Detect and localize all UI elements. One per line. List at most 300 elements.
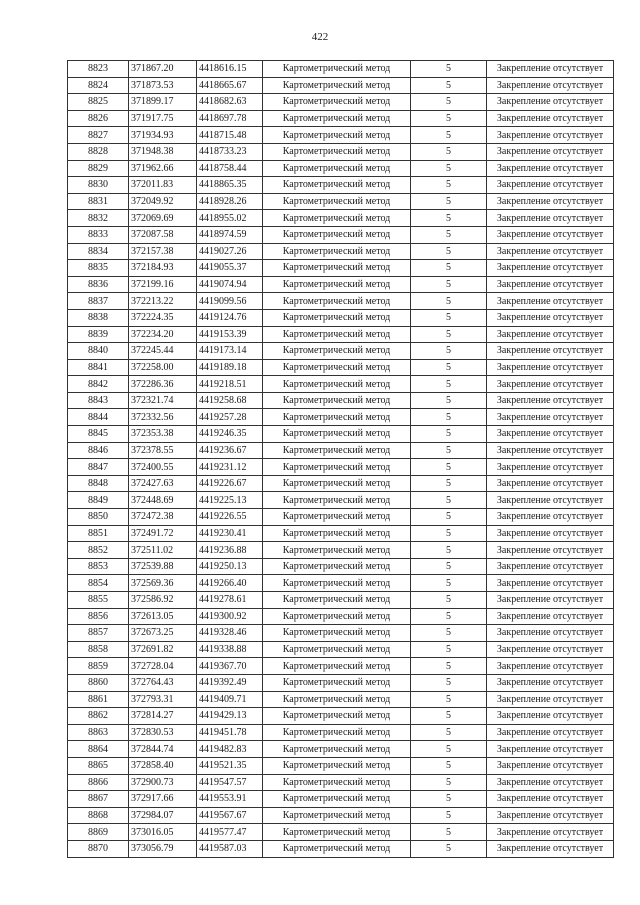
precision-cell: 5	[411, 608, 487, 625]
y-coordinate-cell: 4419173.14	[197, 343, 263, 360]
precision-cell: 5	[411, 426, 487, 443]
fixation-cell: Закрепление отсутствует	[487, 243, 614, 260]
y-coordinate-cell: 4419231.12	[197, 459, 263, 476]
y-coordinate-cell: 4418715.48	[197, 127, 263, 144]
fixation-cell: Закрепление отсутствует	[487, 77, 614, 94]
x-coordinate-cell: 372011.83	[129, 177, 197, 194]
method-cell: Картометрический метод	[263, 110, 411, 127]
x-coordinate-cell: 372673.25	[129, 625, 197, 642]
precision-cell: 5	[411, 94, 487, 111]
point-number-cell: 8866	[68, 774, 129, 791]
point-number-cell: 8847	[68, 459, 129, 476]
fixation-cell: Закрепление отсутствует	[487, 525, 614, 542]
y-coordinate-cell: 4419074.94	[197, 276, 263, 293]
y-coordinate-cell: 4419246.35	[197, 426, 263, 443]
precision-cell: 5	[411, 492, 487, 509]
table-row	[68, 824, 614, 841]
table-row	[68, 658, 614, 675]
table-row	[68, 110, 614, 127]
x-coordinate-cell: 372728.04	[129, 658, 197, 675]
y-coordinate-cell: 4419587.03	[197, 840, 263, 857]
method-cell: Картометрический метод	[263, 757, 411, 774]
x-coordinate-cell: 372793.31	[129, 691, 197, 708]
x-coordinate-cell: 372245.44	[129, 343, 197, 360]
method-cell: Картометрический метод	[263, 509, 411, 526]
precision-cell: 5	[411, 442, 487, 459]
method-cell: Картометрический метод	[263, 674, 411, 691]
point-number-cell: 8840	[68, 343, 129, 360]
y-coordinate-cell: 4419278.61	[197, 592, 263, 609]
y-coordinate-cell: 4418865.35	[197, 177, 263, 194]
method-cell: Картометрический метод	[263, 625, 411, 642]
method-cell: Картометрический метод	[263, 641, 411, 658]
method-cell: Картометрический метод	[263, 243, 411, 260]
point-number-cell: 8845	[68, 426, 129, 443]
fixation-cell: Закрепление отсутствует	[487, 343, 614, 360]
y-coordinate-cell: 4419153.39	[197, 326, 263, 343]
table-row	[68, 708, 614, 725]
table-row	[68, 525, 614, 542]
coordinates-table-body	[68, 61, 614, 858]
fixation-cell: Закрепление отсутствует	[487, 61, 614, 78]
x-coordinate-cell: 372764.43	[129, 674, 197, 691]
point-number-cell: 8846	[68, 442, 129, 459]
precision-cell: 5	[411, 226, 487, 243]
x-coordinate-cell: 372539.88	[129, 558, 197, 575]
y-coordinate-cell: 4419338.88	[197, 641, 263, 658]
point-number-cell: 8869	[68, 824, 129, 841]
table-row	[68, 807, 614, 824]
table-row	[68, 309, 614, 326]
table-row	[68, 575, 614, 592]
method-cell: Картометрический метод	[263, 691, 411, 708]
point-number-cell: 8858	[68, 641, 129, 658]
table-row	[68, 177, 614, 194]
method-cell: Картометрический метод	[263, 177, 411, 194]
x-coordinate-cell: 372400.55	[129, 459, 197, 476]
precision-cell: 5	[411, 210, 487, 227]
method-cell: Картометрический метод	[263, 326, 411, 343]
y-coordinate-cell: 4418758.44	[197, 160, 263, 177]
fixation-cell: Закрепление отсутствует	[487, 608, 614, 625]
x-coordinate-cell: 372332.56	[129, 409, 197, 426]
point-number-cell: 8838	[68, 309, 129, 326]
precision-cell: 5	[411, 674, 487, 691]
point-number-cell: 8829	[68, 160, 129, 177]
method-cell: Картометрический метод	[263, 359, 411, 376]
x-coordinate-cell: 372858.40	[129, 757, 197, 774]
table-row	[68, 160, 614, 177]
method-cell: Картометрический метод	[263, 309, 411, 326]
fixation-cell: Закрепление отсутствует	[487, 641, 614, 658]
precision-cell: 5	[411, 359, 487, 376]
method-cell: Картометрический метод	[263, 193, 411, 210]
fixation-cell: Закрепление отсутствует	[487, 110, 614, 127]
point-number-cell: 8823	[68, 61, 129, 78]
method-cell: Картометрический метод	[263, 61, 411, 78]
point-number-cell: 8864	[68, 741, 129, 758]
point-number-cell: 8832	[68, 210, 129, 227]
precision-cell: 5	[411, 840, 487, 857]
method-cell: Картометрический метод	[263, 459, 411, 476]
fixation-cell: Закрепление отсутствует	[487, 127, 614, 144]
method-cell: Картометрический метод	[263, 807, 411, 824]
x-coordinate-cell: 373056.79	[129, 840, 197, 857]
x-coordinate-cell: 372157.38	[129, 243, 197, 260]
point-number-cell: 8828	[68, 143, 129, 160]
precision-cell: 5	[411, 774, 487, 791]
precision-cell: 5	[411, 61, 487, 78]
y-coordinate-cell: 4419258.68	[197, 392, 263, 409]
x-coordinate-cell: 372844.74	[129, 741, 197, 758]
table-row	[68, 741, 614, 758]
table-row	[68, 724, 614, 741]
precision-cell: 5	[411, 509, 487, 526]
fixation-cell: Закрепление отсутствует	[487, 592, 614, 609]
point-number-cell: 8867	[68, 791, 129, 808]
x-coordinate-cell: 372087.58	[129, 226, 197, 243]
method-cell: Картометрический метод	[263, 492, 411, 509]
table-row	[68, 376, 614, 393]
x-coordinate-cell: 372321.74	[129, 392, 197, 409]
y-coordinate-cell: 4419328.46	[197, 625, 263, 642]
y-coordinate-cell: 4418928.26	[197, 193, 263, 210]
point-number-cell: 8851	[68, 525, 129, 542]
x-coordinate-cell: 372814.27	[129, 708, 197, 725]
y-coordinate-cell: 4419367.70	[197, 658, 263, 675]
table-row	[68, 409, 614, 426]
table-row	[68, 143, 614, 160]
precision-cell: 5	[411, 160, 487, 177]
table-row	[68, 61, 614, 78]
method-cell: Картометрический метод	[263, 608, 411, 625]
fixation-cell: Закрепление отсутствует	[487, 840, 614, 857]
fixation-cell: Закрепление отсутствует	[487, 724, 614, 741]
precision-cell: 5	[411, 392, 487, 409]
method-cell: Картометрический метод	[263, 426, 411, 443]
method-cell: Картометрический метод	[263, 293, 411, 310]
x-coordinate-cell: 371948.38	[129, 143, 197, 160]
method-cell: Картометрический метод	[263, 376, 411, 393]
y-coordinate-cell: 4419218.51	[197, 376, 263, 393]
table-row	[68, 77, 614, 94]
method-cell: Картометрический метод	[263, 127, 411, 144]
y-coordinate-cell: 4419553.91	[197, 791, 263, 808]
fixation-cell: Закрепление отсутствует	[487, 542, 614, 559]
x-coordinate-cell: 371867.20	[129, 61, 197, 78]
y-coordinate-cell: 4419521.35	[197, 757, 263, 774]
y-coordinate-cell: 4419236.88	[197, 542, 263, 559]
point-number-cell: 8850	[68, 509, 129, 526]
table-row	[68, 459, 614, 476]
y-coordinate-cell: 4418697.78	[197, 110, 263, 127]
fixation-cell: Закрепление отсутствует	[487, 376, 614, 393]
fixation-cell: Закрепление отсутствует	[487, 625, 614, 642]
table-row	[68, 791, 614, 808]
precision-cell: 5	[411, 143, 487, 160]
fixation-cell: Закрепление отсутствует	[487, 824, 614, 841]
point-number-cell: 8826	[68, 110, 129, 127]
precision-cell: 5	[411, 542, 487, 559]
precision-cell: 5	[411, 77, 487, 94]
y-coordinate-cell: 4419250.13	[197, 558, 263, 575]
x-coordinate-cell: 372184.93	[129, 260, 197, 277]
point-number-cell: 8824	[68, 77, 129, 94]
point-number-cell: 8831	[68, 193, 129, 210]
precision-cell: 5	[411, 459, 487, 476]
method-cell: Картометрический метод	[263, 575, 411, 592]
table-row	[68, 243, 614, 260]
point-number-cell: 8842	[68, 376, 129, 393]
fixation-cell: Закрепление отсутствует	[487, 226, 614, 243]
method-cell: Картометрический метод	[263, 525, 411, 542]
precision-cell: 5	[411, 807, 487, 824]
method-cell: Картометрический метод	[263, 442, 411, 459]
point-number-cell: 8841	[68, 359, 129, 376]
point-number-cell: 8830	[68, 177, 129, 194]
point-number-cell: 8870	[68, 840, 129, 857]
method-cell: Картометрический метод	[263, 542, 411, 559]
point-number-cell: 8853	[68, 558, 129, 575]
fixation-cell: Закрепление отсутствует	[487, 210, 614, 227]
table-row	[68, 558, 614, 575]
x-coordinate-cell: 372049.92	[129, 193, 197, 210]
point-number-cell: 8868	[68, 807, 129, 824]
table-row	[68, 359, 614, 376]
point-number-cell: 8856	[68, 608, 129, 625]
fixation-cell: Закрепление отсутствует	[487, 177, 614, 194]
y-coordinate-cell: 4419189.18	[197, 359, 263, 376]
y-coordinate-cell: 4418955.02	[197, 210, 263, 227]
method-cell: Картометрический метод	[263, 791, 411, 808]
precision-cell: 5	[411, 525, 487, 542]
y-coordinate-cell: 4419451.78	[197, 724, 263, 741]
method-cell: Картометрический метод	[263, 708, 411, 725]
point-number-cell: 8835	[68, 260, 129, 277]
precision-cell: 5	[411, 110, 487, 127]
fixation-cell: Закрепление отсутствует	[487, 160, 614, 177]
point-number-cell: 8852	[68, 542, 129, 559]
precision-cell: 5	[411, 592, 487, 609]
point-number-cell: 8839	[68, 326, 129, 343]
table-row	[68, 840, 614, 857]
fixation-cell: Закрепление отсутствует	[487, 708, 614, 725]
method-cell: Картометрический метод	[263, 226, 411, 243]
precision-cell: 5	[411, 127, 487, 144]
table-row	[68, 542, 614, 559]
y-coordinate-cell: 4418733.23	[197, 143, 263, 160]
y-coordinate-cell: 4419547.57	[197, 774, 263, 791]
x-coordinate-cell: 372427.63	[129, 475, 197, 492]
coordinates-table	[67, 60, 614, 858]
x-coordinate-cell: 372569.36	[129, 575, 197, 592]
table-row	[68, 509, 614, 526]
y-coordinate-cell: 4419266.40	[197, 575, 263, 592]
x-coordinate-cell: 371873.53	[129, 77, 197, 94]
x-coordinate-cell: 372224.35	[129, 309, 197, 326]
fixation-cell: Закрепление отсутствует	[487, 193, 614, 210]
y-coordinate-cell: 4419027.26	[197, 243, 263, 260]
point-number-cell: 8863	[68, 724, 129, 741]
x-coordinate-cell: 372234.20	[129, 326, 197, 343]
table-row	[68, 326, 614, 343]
point-number-cell: 8857	[68, 625, 129, 642]
fixation-cell: Закрепление отсутствует	[487, 807, 614, 824]
table-row	[68, 226, 614, 243]
x-coordinate-cell: 372491.72	[129, 525, 197, 542]
point-number-cell: 8865	[68, 757, 129, 774]
fixation-cell: Закрепление отсутствует	[487, 674, 614, 691]
precision-cell: 5	[411, 326, 487, 343]
fixation-cell: Закрепление отсутствует	[487, 359, 614, 376]
table-row	[68, 127, 614, 144]
precision-cell: 5	[411, 276, 487, 293]
fixation-cell: Закрепление отсутствует	[487, 309, 614, 326]
x-coordinate-cell: 372613.05	[129, 608, 197, 625]
y-coordinate-cell: 4418665.67	[197, 77, 263, 94]
y-coordinate-cell: 4419226.67	[197, 475, 263, 492]
x-coordinate-cell: 371962.66	[129, 160, 197, 177]
y-coordinate-cell: 4419257.28	[197, 409, 263, 426]
method-cell: Картометрический метод	[263, 475, 411, 492]
fixation-cell: Закрепление отсутствует	[487, 392, 614, 409]
precision-cell: 5	[411, 757, 487, 774]
fixation-cell: Закрепление отсутствует	[487, 658, 614, 675]
y-coordinate-cell: 4419225.13	[197, 492, 263, 509]
table-row	[68, 641, 614, 658]
precision-cell: 5	[411, 309, 487, 326]
fixation-cell: Закрепление отсутствует	[487, 741, 614, 758]
x-coordinate-cell: 372984.07	[129, 807, 197, 824]
y-coordinate-cell: 4419230.41	[197, 525, 263, 542]
x-coordinate-cell: 372511.02	[129, 542, 197, 559]
fixation-cell: Закрепление отсутствует	[487, 293, 614, 310]
x-coordinate-cell: 372448.69	[129, 492, 197, 509]
precision-cell: 5	[411, 260, 487, 277]
precision-cell: 5	[411, 575, 487, 592]
point-number-cell: 8834	[68, 243, 129, 260]
precision-cell: 5	[411, 243, 487, 260]
y-coordinate-cell: 4419577.47	[197, 824, 263, 841]
fixation-cell: Закрепление отсутствует	[487, 558, 614, 575]
fixation-cell: Закрепление отсутствует	[487, 442, 614, 459]
y-coordinate-cell: 4419099.56	[197, 293, 263, 310]
precision-cell: 5	[411, 724, 487, 741]
point-number-cell: 8837	[68, 293, 129, 310]
point-number-cell: 8862	[68, 708, 129, 725]
precision-cell: 5	[411, 741, 487, 758]
table-row	[68, 475, 614, 492]
table-row	[68, 608, 614, 625]
point-number-cell: 8849	[68, 492, 129, 509]
table-row	[68, 674, 614, 691]
point-number-cell: 8836	[68, 276, 129, 293]
fixation-cell: Закрепление отсутствует	[487, 575, 614, 592]
method-cell: Картометрический метод	[263, 774, 411, 791]
y-coordinate-cell: 4419226.55	[197, 509, 263, 526]
method-cell: Картометрический метод	[263, 77, 411, 94]
y-coordinate-cell: 4419300.92	[197, 608, 263, 625]
precision-cell: 5	[411, 658, 487, 675]
method-cell: Картометрический метод	[263, 94, 411, 111]
method-cell: Картометрический метод	[263, 260, 411, 277]
precision-cell: 5	[411, 641, 487, 658]
y-coordinate-cell: 4418974.59	[197, 226, 263, 243]
y-coordinate-cell: 4419567.67	[197, 807, 263, 824]
y-coordinate-cell: 4418616.15	[197, 61, 263, 78]
method-cell: Картометрический метод	[263, 592, 411, 609]
fixation-cell: Закрепление отсутствует	[487, 409, 614, 426]
point-number-cell: 8854	[68, 575, 129, 592]
y-coordinate-cell: 4419124.76	[197, 309, 263, 326]
x-coordinate-cell: 372213.22	[129, 293, 197, 310]
table-row	[68, 94, 614, 111]
fixation-cell: Закрепление отсутствует	[487, 94, 614, 111]
precision-cell: 5	[411, 293, 487, 310]
table-row	[68, 392, 614, 409]
fixation-cell: Закрепление отсутствует	[487, 143, 614, 160]
x-coordinate-cell: 372900.73	[129, 774, 197, 791]
table-row	[68, 691, 614, 708]
precision-cell: 5	[411, 691, 487, 708]
y-coordinate-cell: 4419055.37	[197, 260, 263, 277]
table-row	[68, 343, 614, 360]
fixation-cell: Закрепление отсутствует	[487, 774, 614, 791]
point-number-cell: 8827	[68, 127, 129, 144]
precision-cell: 5	[411, 343, 487, 360]
point-number-cell: 8859	[68, 658, 129, 675]
fixation-cell: Закрепление отсутствует	[487, 791, 614, 808]
point-number-cell: 8860	[68, 674, 129, 691]
fixation-cell: Закрепление отсутствует	[487, 260, 614, 277]
fixation-cell: Закрепление отсутствует	[487, 757, 614, 774]
x-coordinate-cell: 372353.38	[129, 426, 197, 443]
x-coordinate-cell: 372199.16	[129, 276, 197, 293]
point-number-cell: 8848	[68, 475, 129, 492]
method-cell: Картометрический метод	[263, 160, 411, 177]
method-cell: Картометрический метод	[263, 392, 411, 409]
fixation-cell: Закрепление отсутствует	[487, 426, 614, 443]
table-row	[68, 757, 614, 774]
precision-cell: 5	[411, 558, 487, 575]
method-cell: Картометрический метод	[263, 741, 411, 758]
precision-cell: 5	[411, 708, 487, 725]
method-cell: Картометрический метод	[263, 210, 411, 227]
y-coordinate-cell: 4419482.83	[197, 741, 263, 758]
x-coordinate-cell: 372258.00	[129, 359, 197, 376]
method-cell: Картометрический метод	[263, 824, 411, 841]
table-row	[68, 260, 614, 277]
precision-cell: 5	[411, 625, 487, 642]
precision-cell: 5	[411, 409, 487, 426]
x-coordinate-cell: 372917.66	[129, 791, 197, 808]
x-coordinate-cell: 372286.36	[129, 376, 197, 393]
table-row	[68, 210, 614, 227]
precision-cell: 5	[411, 824, 487, 841]
precision-cell: 5	[411, 376, 487, 393]
table-row	[68, 193, 614, 210]
table-row	[68, 774, 614, 791]
fixation-cell: Закрепление отсутствует	[487, 276, 614, 293]
method-cell: Картометрический метод	[263, 343, 411, 360]
table-row	[68, 442, 614, 459]
x-coordinate-cell: 372069.69	[129, 210, 197, 227]
table-row	[68, 276, 614, 293]
y-coordinate-cell: 4419392.49	[197, 674, 263, 691]
point-number-cell: 8843	[68, 392, 129, 409]
y-coordinate-cell: 4419409.71	[197, 691, 263, 708]
table-row	[68, 592, 614, 609]
